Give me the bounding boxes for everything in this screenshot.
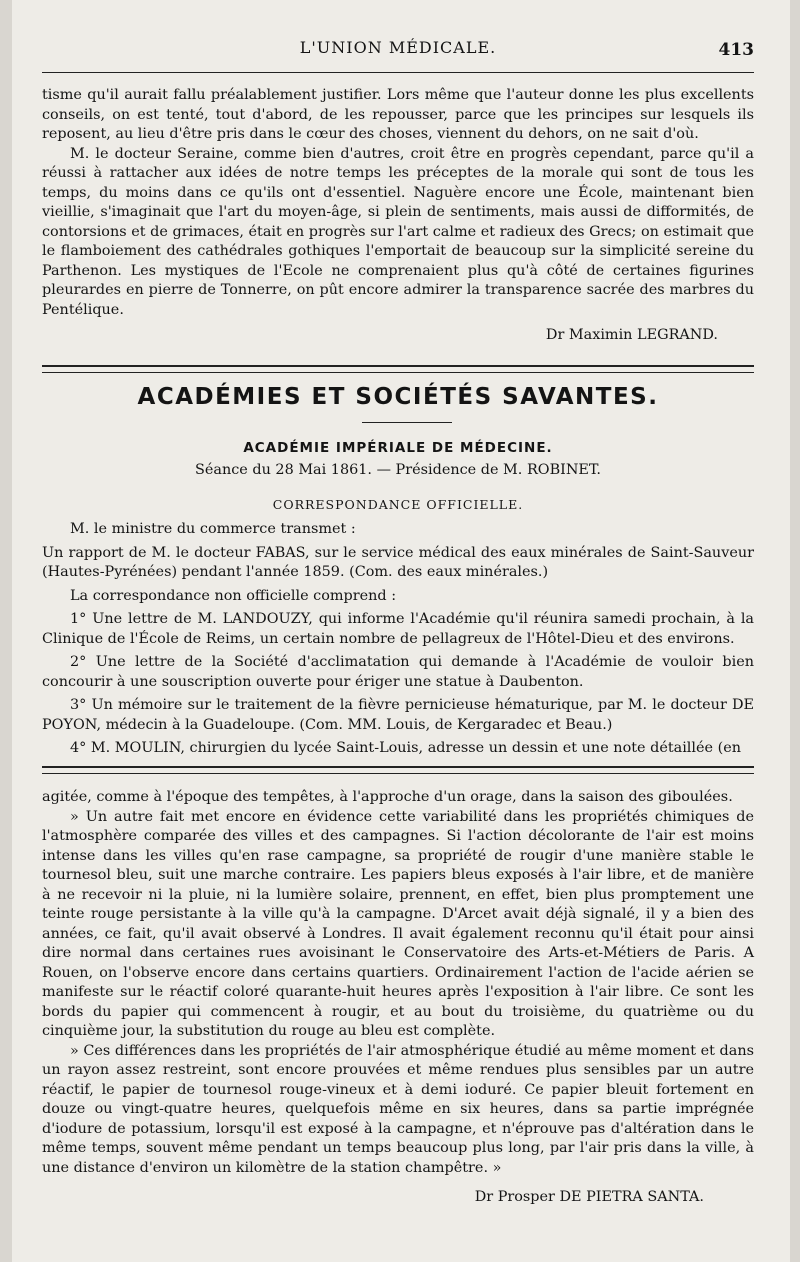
seance-line: Séance du 28 Mai 1861. — Présidence de M. ROBINET. bbox=[195, 462, 601, 478]
page-header bbox=[42, 38, 754, 64]
header-rule bbox=[42, 72, 754, 73]
middle-text-block bbox=[42, 520, 754, 763]
bottom-text-block bbox=[42, 788, 754, 1208]
top-text-block bbox=[42, 86, 754, 346]
page bbox=[12, 0, 790, 1262]
paragraph: M. le docteur Seraine, comme bien d'autres, croit être en progrès cependant, parce qu'il a réussi à rattacher aux idées de notre temps les préceptes de la morale qui sont de tous les temps, du moins dans ce qu'ils ont d'essentiel. Naguère encore une École, maintenant bien vieillie, s'imaginait que l'art du moyen-âge, si plein de sentiments, mais aussi de difformités, de contorsions et de grimaces, était en progrès sur l'art calme et radieux des Grecs; on estimait que le flamboiement des cathédrales gothiques l'emportait de beaucoup sur la simplicité sereine du Parthenon. Les mystiques de l'Ecole ne comprenaient plus qu'à côté de certaines figurines pleurardes en pierre de Tonnerre, on pût encore admirer la transparence sacrée des marbres du Pentélique. bbox=[42, 145, 754, 318]
signature-legrand: Dr Maximin LEGRAND. bbox=[545, 327, 718, 343]
section-double-rule bbox=[42, 365, 754, 373]
correspondance-title: CORRESPONDANCE OFFICIELLE. bbox=[272, 497, 524, 512]
paragraph: tisme qu'il aurait fallu préalablement justifier. Lors même que l'auteur donne les plus excellents conseils, on est tenté, tout d'abord, de les repousser, parce que les principes sur lesquels ils reposent, au lieu d'être pris dans le cœur des choses, viennent du dehors, on ne sait d'où. bbox=[42, 87, 754, 142]
running-title: L'UNION MÉDICALE. bbox=[299, 38, 497, 57]
subsection-title: ACADÉMIE IMPÉRIALE DE MÉDECINE. bbox=[243, 440, 553, 456]
page-number: 413 bbox=[718, 40, 754, 60]
signature-pietra-santa: Dr Prosper DE PIETRA SANTA. bbox=[474, 1189, 704, 1205]
paragraph: M. le ministre du commerce transmet : bbox=[70, 521, 356, 537]
paragraph: 2° Une lettre de la Société d'acclimatation qui demande à l'Académie de vouloir bien concourir à une souscription ouverte pour ériger une statue à Daubenton. bbox=[42, 654, 754, 690]
paragraph: » Un autre fait met encore en évidence cette variabilité dans les propriétés chimiques de l'atmosphère comparée des villes et des campagnes. Si l'action décolorante de l'air est moins intense dans les villes qu'en rase campagne, sa propriété de rougir d'une manière stable le tournesol bleu, suit une marche contraire. Les papiers bleus exposés à l'air libre, et de manière à ne recevoir ni la pluie, ni la lumière solaire, prennent, en effet, bien plus promptement une teinte rouge persistante à la ville qu'à la campagne. D'Arcet avait déjà signalé, il y a bien des années, ce fait, qu'il avait observé à Londres. Il avait également reconnu qu'il était pour ainsi dire normal dans certaines rues avoisinant le Conservatoire des Arts-et-Métiers de Paris. A Rouen, on l'observe encore dans certains quartiers. Ordinairement l'action de l'acide aérien se manifeste sur le réactif coloré quarante-huit heures après l'exposition à l'air libre. Ce sont les bords du papier qui commencent à rougir, et au bout du troisième, du quatrième ou du cinquième jour, la substitution du rouge au bleu est complète. bbox=[42, 808, 754, 1039]
paragraph: 4° M. MOULIN, chirurgien du lycée Saint-Louis, adresse un dessin et une note détaillée (en bbox=[70, 740, 742, 756]
paragraph: 1° Une lettre de M. LANDOUZY, qui informe l'Académie qu'il réunira samedi prochain, à la Clinique de l'École de Reims, un certain nombre de pellagreux de l'Hôtel-Dieu et des environs. bbox=[42, 611, 754, 647]
paragraph: La correspondance non officielle comprend : bbox=[70, 587, 397, 604]
paragraph: Un rapport de M. le docteur FABAS, sur le service médical des eaux minérales de Saint-Sauveur (Hautes-Pyrénées) pendant l'année 1859. (Com. des eaux minérales.) bbox=[42, 544, 754, 580]
column-break-rule bbox=[42, 766, 754, 774]
section-title: ACADÉMIES ET SOCIÉTÉS SAVANTES. bbox=[137, 384, 659, 410]
paragraph: 3° Un mémoire sur le traitement de la fièvre pernicieuse hématurique, par M. le docteur DE POYON, médecin à la Guadeloupe. (Com. MM. Louis, de Kergaradec et Beau.) bbox=[42, 697, 754, 733]
paragraph: agitée, comme à l'époque des tempêtes, à l'approche d'un orage, dans la saison des giboulées. bbox=[42, 789, 733, 805]
paragraph: » Ces différences dans les propriétés de l'air atmosphérique étudié au même moment et dans un rayon assez restreint, sont encore prouvées et même rendues plus sensibles par un autre réactif, le papier de tournesol rouge-vineux et à demi ioduré. Ce papier bleuit fortement en douze ou vingt-quatre heures, quelquefois même en six heures, dans sa partie imprégnée d'iodure de potassium, lorsqu'il est exposé à la campagne, et n'éprouve pas d'altération dans le même temps, souvent même pendant un temps beaucoup plus long, par l'air pris dans la ville, à une distance d'environ un kilomètre de la station champêtre. » bbox=[42, 1042, 754, 1176]
title-underline bbox=[362, 422, 452, 423]
